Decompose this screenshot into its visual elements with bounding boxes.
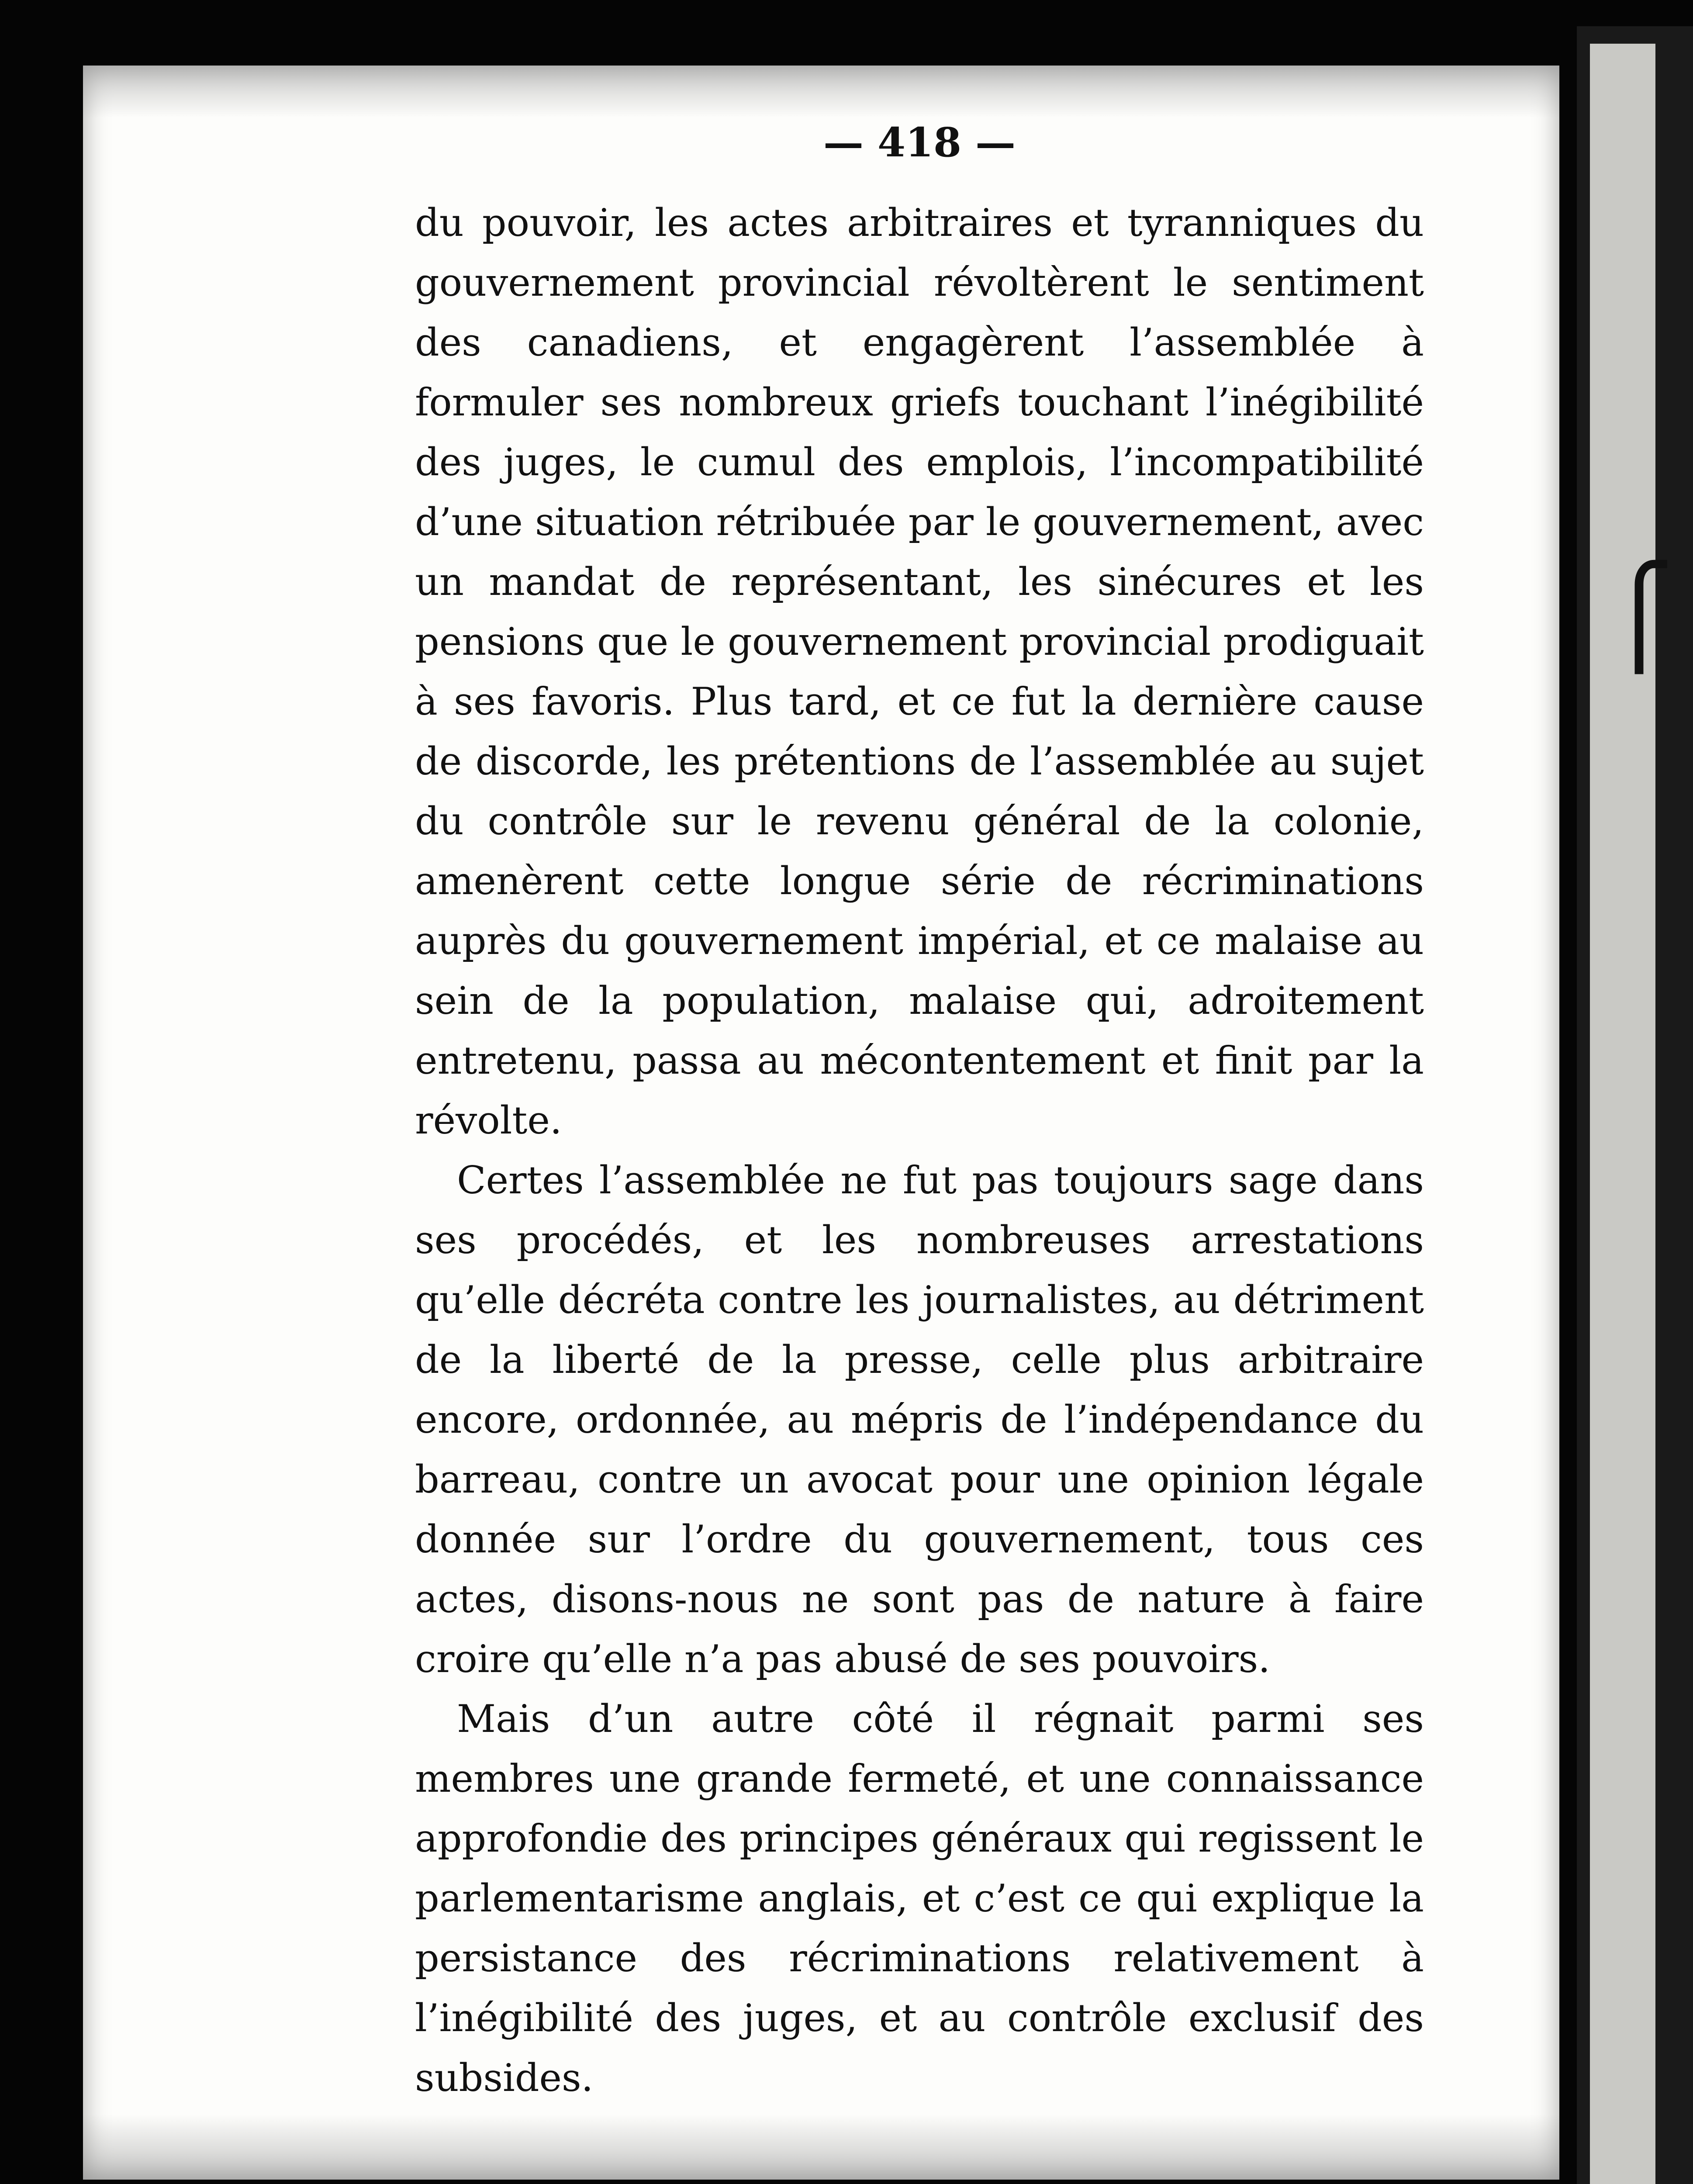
- margin-bracket-mark: ⎧: [1603, 560, 1675, 672]
- page-number: — 418 —: [823, 119, 1016, 166]
- page-text-block: [415, 119, 1424, 2108]
- paragraph: Mais d’un autre côté il régnait parmi ses membres une grande fermeté, et une connaissance approfondie des principes généraux qui regissent le parlementarisme anglais, et c’est ce qui explique la persistance des récriminations relativement à l’inégibilité des juges, et au contrôle exclusif des subsides.: [415, 1697, 1424, 2100]
- paragraph: du pouvoir, les actes arbitraires et tyranniques du gouvernement provincial révoltèrent le sentiment des canadiens, et engagèrent l’assemblée à formuler ses nombreux griefs touchant l’inégibilité des juges, le cumul des emplois, l’incompatibilité d’une situation rétribuée par le gouvernement, avec un mandat de représentant, les sinécures et les pensions que le gouvernement provincial prodiguait à ses favoris. Plus tard, et ce fut la dernière cause de discorde, les prétentions de l’assemblée au sujet du contrôle sur le revenu général de la colonie, amenèrent cette longue série de récriminations auprès du gouvernement impérial, et ce malaise au sein de la population, malaise qui, adroitement entretenu, passa au mécontentement et finit par la révolte.: [415, 200, 1424, 1143]
- page-edge-strip: [1590, 44, 1655, 2184]
- paragraph: Certes l’assemblée ne fut pas toujours sage dans ses procédés, et les nombreuses arrestations qu’elle décréta contre les journalistes, au détriment de la liberté de la presse, celle plus arbitraire encore, ordonnée, au mépris de l’indépendance du barreau, contre un avocat pour une opinion légale donnée sur l’ordre du gouvernement, tous ces actes, disons-nous ne sont pas de nature à faire croire qu’elle n’a pas abusé de ses pouvoirs.: [415, 1158, 1424, 1681]
- adjacent-page-edge: [1577, 26, 1693, 2184]
